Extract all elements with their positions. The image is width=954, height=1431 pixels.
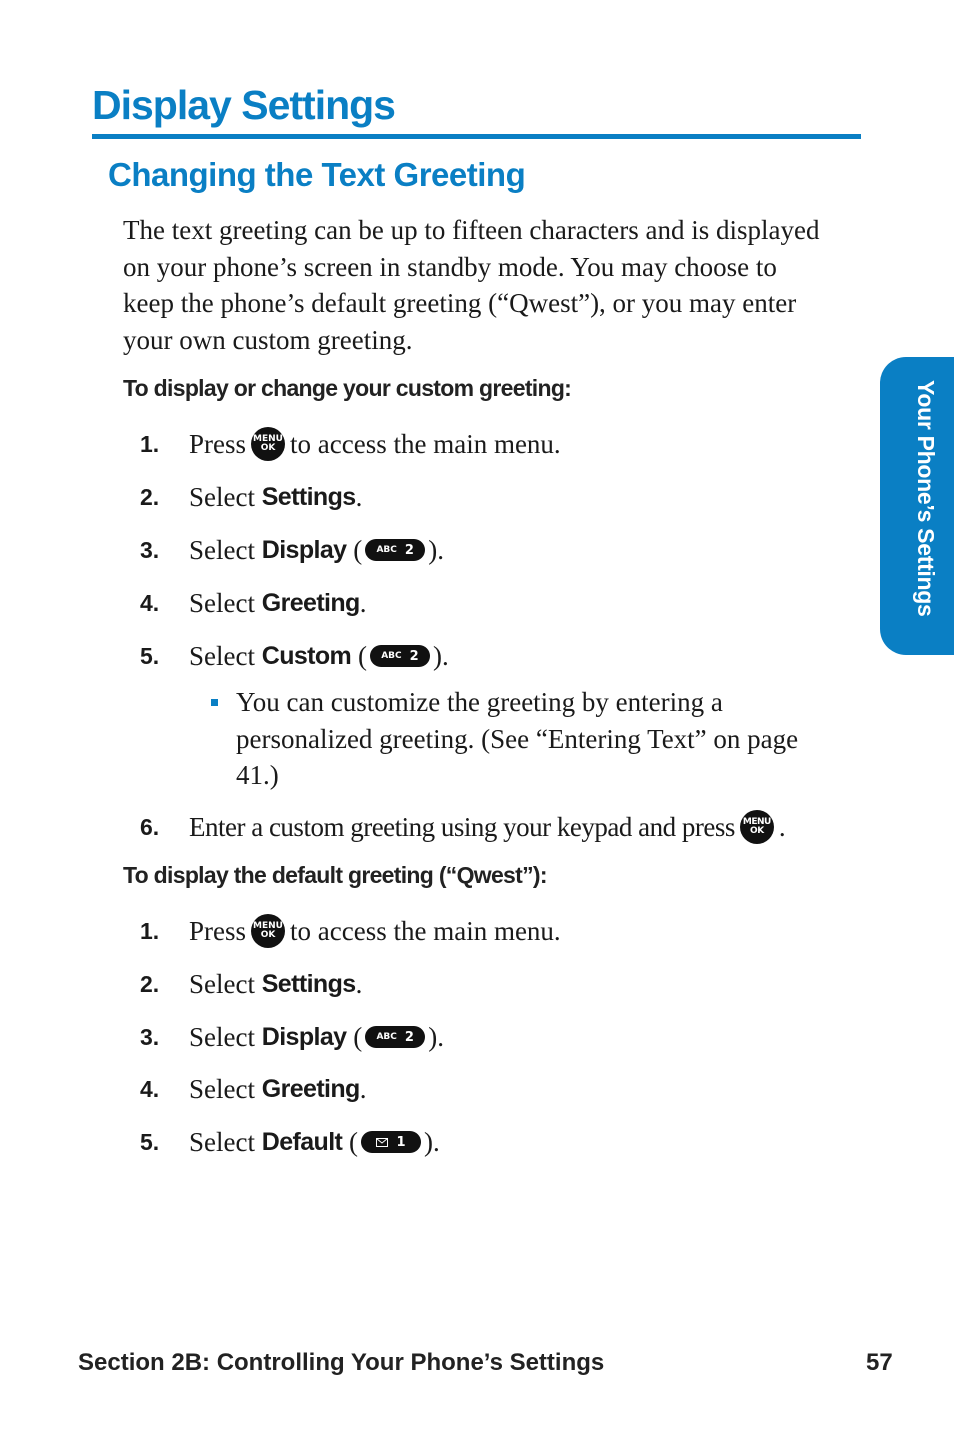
step-text: . (355, 968, 363, 999)
envelope-icon (376, 1138, 388, 1147)
menu-ok-key-icon: MENU OK (740, 810, 774, 844)
default-procedure-heading: To display the default greeting (“Qwest”): (123, 862, 547, 888)
side-tab-label: Your Phone’s Settings (913, 380, 939, 617)
step-text: . (359, 587, 367, 618)
menu-ok-key-icon: MENU OK (251, 914, 285, 948)
menu-keyword: Settings (261, 482, 356, 511)
abc-2-key-icon: ABC 2 (365, 1026, 425, 1048)
step-number: 2. (140, 970, 160, 997)
menu-keyword: Greeting (261, 1074, 360, 1103)
step-number: 5. (140, 642, 160, 669)
step-number: 6. (140, 813, 160, 840)
title-rule (92, 134, 861, 139)
page-number: 57 (866, 1349, 893, 1376)
step-text: Select (189, 481, 255, 512)
menu-keyword: Display (261, 1022, 347, 1051)
envelope-1-key-icon: 1 (361, 1131, 421, 1153)
step-text: Select (189, 968, 255, 999)
step-number: 1. (140, 917, 160, 944)
menu-keyword: Settings (261, 969, 356, 998)
custom-step-note (211, 684, 821, 794)
menu-keyword: Greeting (261, 588, 360, 617)
step-number: 3. (140, 536, 160, 563)
intro-paragraph: The text greeting can be up to fifteen characters and is displayed on your phone’s screen in standby mode. You may choose to keep the phone’s default greeting (“Qwest”), or you may enter your own custom greeting. (123, 215, 820, 355)
step-text: Select (189, 587, 255, 618)
step-text: . (355, 481, 363, 512)
abc-2-key-icon: ABC 2 (365, 539, 425, 561)
section-heading: Changing the Text Greeting (108, 156, 526, 193)
step-number: 5. (140, 1128, 160, 1155)
step-text: Select (189, 534, 255, 565)
step-number: 3. (140, 1023, 160, 1050)
step-number: 1. (140, 430, 160, 457)
footer-section-title: Section 2B: Controlling Your Phone’s Settings (78, 1349, 605, 1376)
step-text: to access the main menu. (290, 428, 561, 459)
step-number: 4. (140, 1075, 160, 1102)
custom-procedure-heading: To display or change your custom greeting: (123, 375, 572, 401)
menu-keyword: Default (261, 1127, 343, 1156)
menu-ok-key-icon: MENU OK (251, 427, 285, 461)
step-text: Select (189, 1073, 255, 1104)
step-text: Select (189, 1126, 255, 1157)
note-text: You can customize the greeting by entering a personalized greeting. (See “Entering Text” on page 41.) (236, 687, 799, 790)
step-number: 2. (140, 483, 160, 510)
step-number: 4. (140, 589, 160, 616)
bullet-icon (211, 699, 218, 706)
menu-keyword: Display (261, 535, 347, 564)
step-text: Select (189, 640, 255, 671)
page-title: Display Settings (92, 82, 395, 128)
menu-keyword: Custom (261, 641, 352, 670)
step-text: to access the main menu. (290, 915, 561, 946)
step-text: Press (189, 428, 247, 459)
step-text: . (359, 1073, 367, 1104)
step-text: Select (189, 1021, 255, 1052)
step-text: Enter a custom greeting using your keypad and press (189, 811, 735, 842)
step-text: Press (189, 915, 247, 946)
step-text: . (778, 811, 786, 842)
abc-2-key-icon: ABC 2 (370, 645, 430, 667)
